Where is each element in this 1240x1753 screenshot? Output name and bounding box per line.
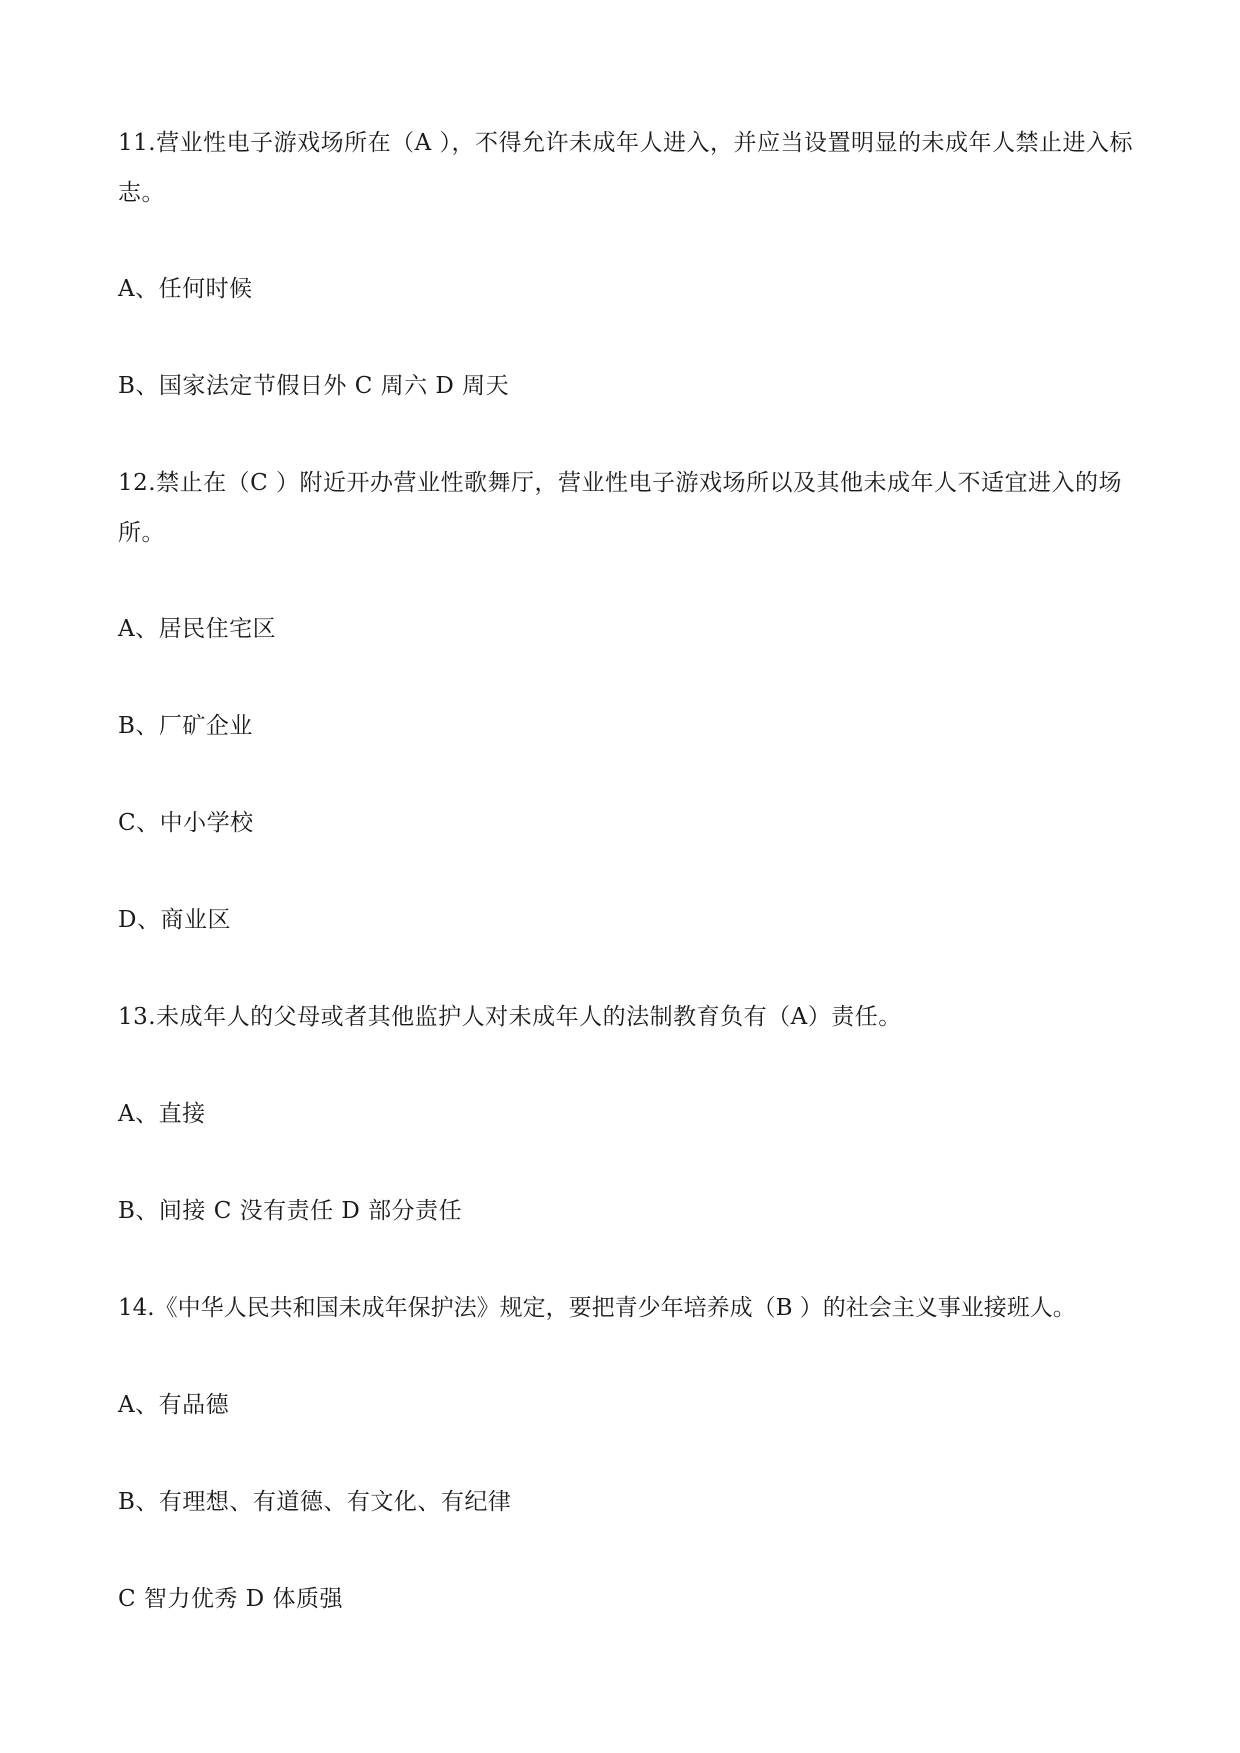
question-12-option-c: C、中小学校: [118, 810, 254, 836]
question-14-option-b: B、有理想、有道德、有文化、有纪律: [118, 1489, 512, 1515]
question-12-option-d: D、商业区: [118, 907, 231, 933]
question-12-option-b: B、厂矿企业: [118, 713, 253, 739]
question-13-option-a: A、直接: [118, 1101, 206, 1127]
question-14-option-c: C 智力优秀 D 体质强: [118, 1586, 343, 1612]
question-14-stem: 14.《中华人民共和国未成年保护法》规定，要把青少年培养成（B ）的社会主义事业接班人。: [118, 1295, 1076, 1321]
question-12-stem: 12.禁止在（C ）附近开办营业性歌舞厅，营业性电子游戏场所以及其他未成年人不适宜进入的场所。: [118, 470, 1122, 546]
question-11-option-a: A、任何时候: [118, 276, 253, 302]
question-13-stem: 13.未成年人的父母或者其他监护人对未成年人的法制教育负有（A）责任。: [118, 1004, 902, 1030]
question-13-option-b: B、间接 C 没有责任 D 部分责任: [118, 1198, 463, 1224]
question-12-option-a: A、居民住宅区: [118, 616, 277, 642]
question-14-option-a: A、有品德: [118, 1392, 230, 1418]
question-11-option-b: B、国家法定节假日外 C 周六 D 周天: [118, 373, 510, 399]
question-11-stem: 11.营业性电子游戏场所在（A ），不得允许未成年人进入，并应当设置明显的未成年人禁止进入标志。: [118, 130, 1133, 206]
